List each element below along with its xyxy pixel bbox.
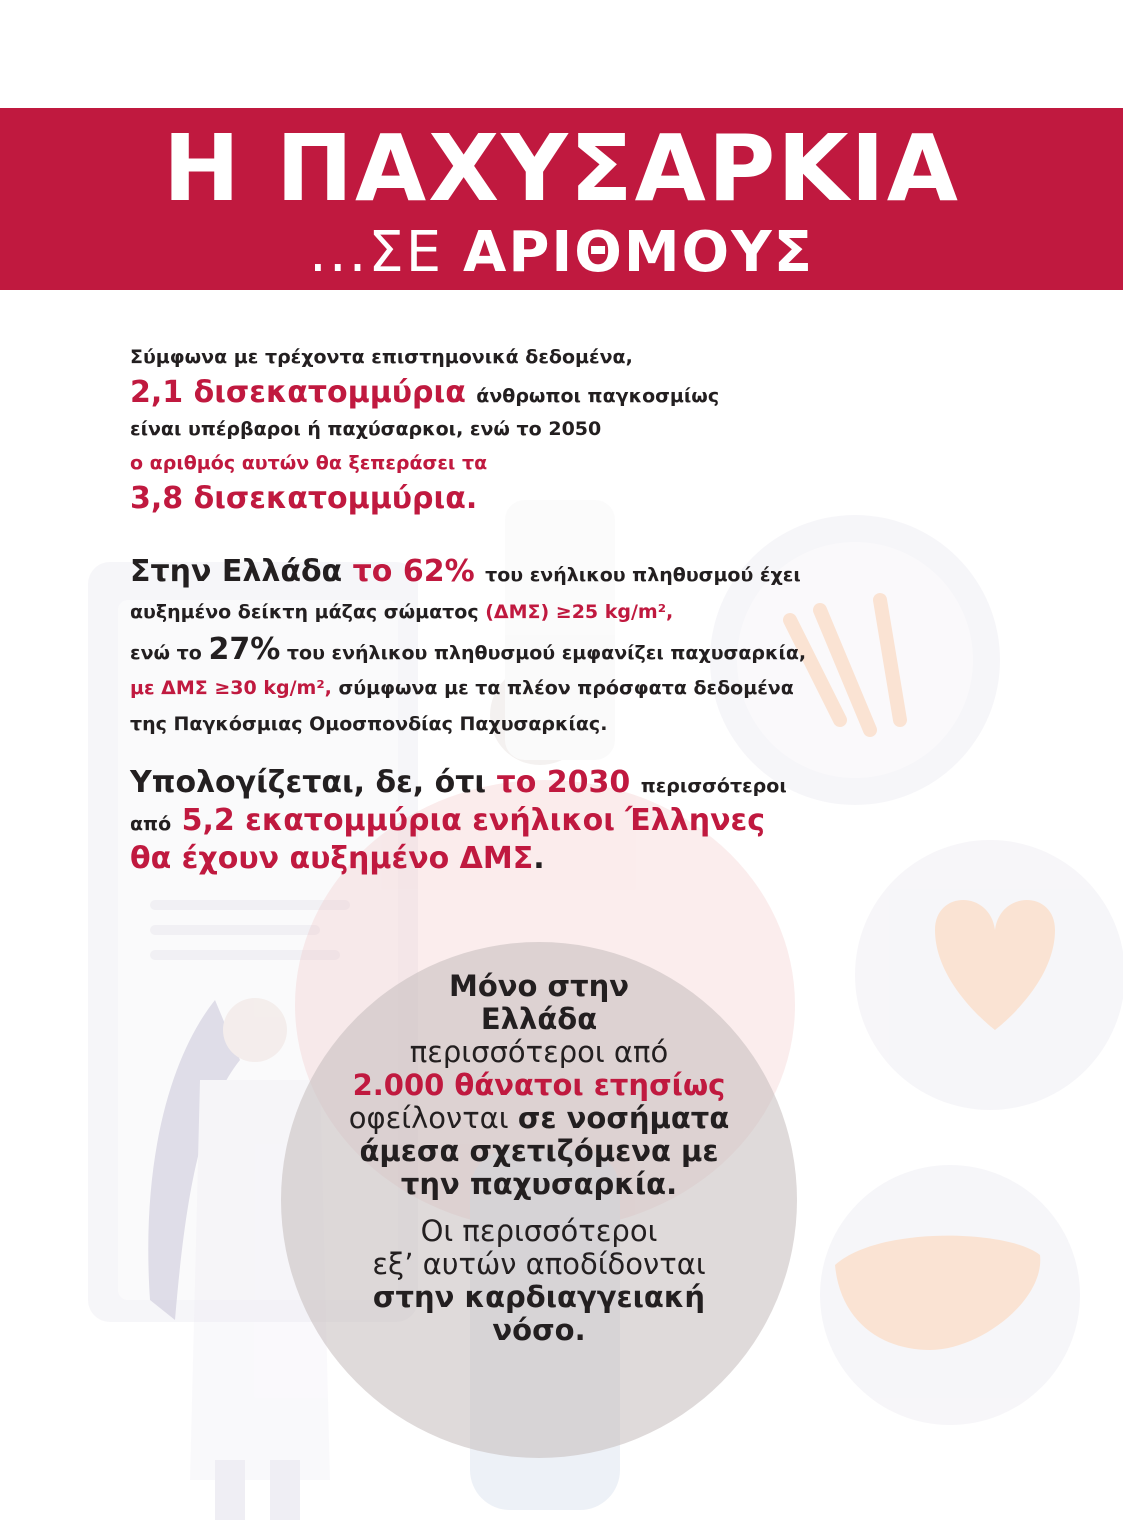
callout-line1: Μόνο στην	[448, 969, 630, 1003]
p2-line1-a: Στην Ελλάδα	[130, 554, 343, 589]
p2-line4-rest: σύμφωνα με τα πλέον πρόσφατα δεδομένα	[338, 677, 794, 699]
title-banner	[0, 108, 1123, 290]
p1-line3: είναι υπέρβαροι ή παχύσαρκοι, ενώ το 2050	[130, 418, 602, 440]
p2-line3-rest: του ενήλικου πληθυσμού εμφανίζει παχυσαρκία,	[286, 642, 807, 664]
p3-line3-end: .	[533, 841, 545, 876]
callout-line2: Ελλάδα	[480, 1002, 598, 1036]
p2-number-27: 27%	[208, 632, 281, 667]
p3-line2-a: από	[130, 813, 172, 835]
p2-line5: της Παγκόσμιας Ομοσπονδίας Παχυσαρκίας.	[130, 713, 608, 735]
page-title: Η ΠΑΧΥΣΑΡΚΙΑ	[163, 115, 960, 222]
callout-line5-b: σε νοσήματα	[517, 1101, 730, 1135]
p2-bmi-30: με ΔΜΣ ≥30 kg/m²,	[130, 677, 332, 699]
p1-line5: 3,8 δισεκατομμύρια.	[130, 481, 478, 516]
subtitle-prefix: ...ΣΕ	[309, 220, 444, 285]
p2-line3-a: ενώ το	[130, 642, 202, 664]
p2-line2	[130, 594, 1030, 630]
p3-line1-rest: περισσότεροι	[640, 775, 787, 797]
p2-bmi-25: (ΔΜΣ) ≥25 kg/m²,	[485, 601, 674, 623]
p1-line1: Σύμφωνα με τρέχοντα επιστημονικά δεδομένα,	[130, 346, 633, 368]
callout-line5-a: οφείλονται	[348, 1101, 509, 1135]
p2-highlight-62: το 62%	[352, 554, 475, 589]
callout-deaths: 2.000 θάνατοι ετησίως	[352, 1068, 726, 1102]
callout-line5	[281, 1102, 797, 1135]
p1-highlight-1: 2,1 δισεκατομμύρια	[130, 375, 466, 410]
p2-line3	[130, 630, 1030, 670]
callout-line9: εξ’ αυτών αποδίδονται	[372, 1247, 706, 1281]
p2-line1	[130, 550, 1030, 594]
p2-line1-rest: του ενήλικου πληθυσμού έχει	[485, 564, 801, 586]
p2-line2-a: αυξημένο δείκτη μάζας σώματος	[130, 601, 479, 623]
callout-line7: την παχυσαρκία.	[400, 1167, 678, 1201]
paragraph-global	[130, 340, 1030, 518]
p3-highlight-bmi: θα έχουν αυξημένο ΔΜΣ	[130, 841, 534, 876]
p1-line2-rest: άνθρωποι παγκοσμίως	[476, 385, 720, 407]
p3-line1-a: Υπολογίζεται, δε, ότι	[130, 765, 487, 800]
heart-icon	[855, 840, 1123, 1110]
callout-gap	[281, 1201, 797, 1215]
callout-text	[281, 970, 797, 1347]
callout-line3: περισσότεροι από	[409, 1035, 669, 1069]
callout-line11: νόσο.	[492, 1313, 586, 1347]
p3-line2	[130, 802, 1030, 840]
p3-line3	[130, 840, 1030, 878]
paragraph-greece	[130, 550, 1030, 742]
page-subtitle	[0, 220, 1123, 286]
callout-line8: Οι περισσότεροι	[420, 1214, 658, 1248]
p3-line1	[130, 764, 1030, 802]
liver-icon	[820, 1165, 1080, 1425]
p3-highlight-million: 5,2 εκατομμύρια ενήλικοι Έλληνες	[181, 803, 766, 838]
p1-line4: ο αριθμός αυτών θα ξεπεράσει τα	[130, 452, 488, 474]
p2-line4	[130, 670, 1030, 706]
p1-line2	[130, 374, 1030, 412]
paragraph-forecast	[130, 764, 1030, 878]
subtitle-bold: ΑΡΙΘΜΟΥΣ	[463, 220, 814, 285]
callout-line10: στην καρδιαγγειακή	[372, 1280, 706, 1314]
p3-year-2030: το 2030	[496, 765, 631, 800]
callout-line6: άμεσα σχετιζόμενα με	[359, 1134, 719, 1168]
